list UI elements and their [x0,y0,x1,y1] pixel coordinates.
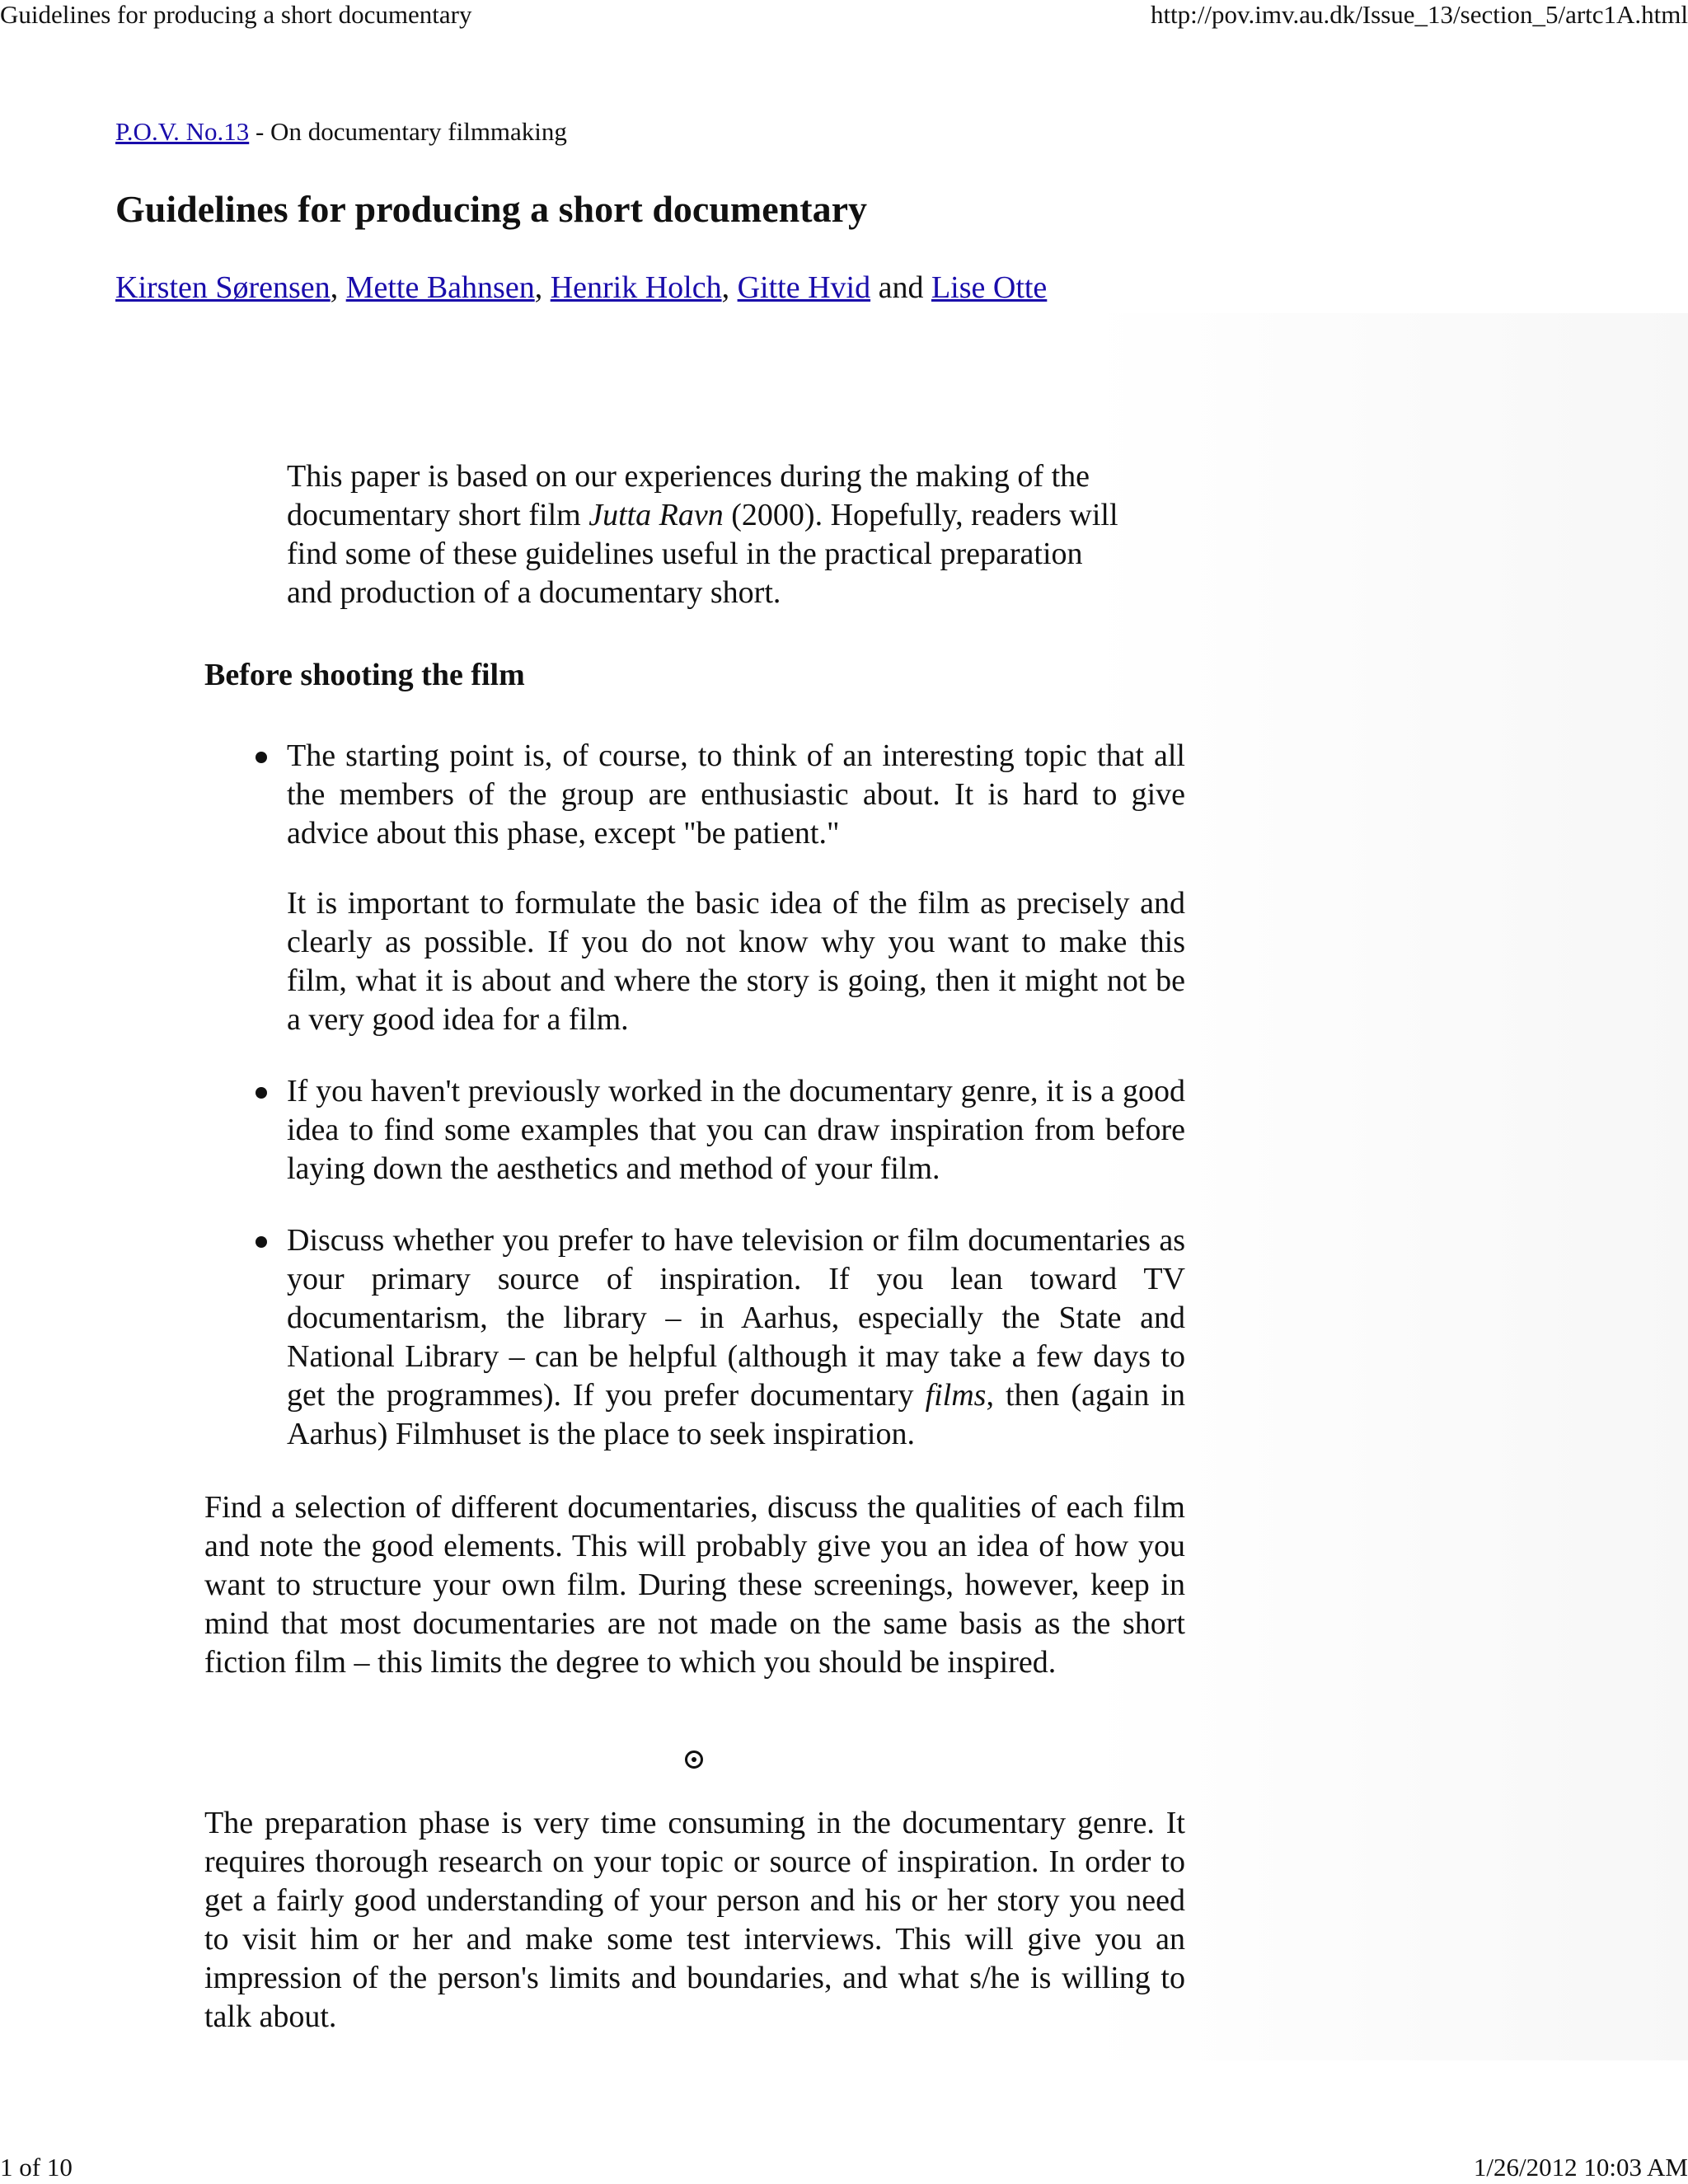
author-link[interactable]: Mette Bahnsen [345,270,535,305]
author-link[interactable]: Gitte Hvid [737,270,871,305]
breadcrumb-issue-link[interactable]: P.O.V. No.13 [115,117,250,146]
breadcrumb-section-text: - On documentary filmmaking [249,117,567,146]
list-item [204,737,1185,1039]
abstract-text: This paper is based on our experiences during the making of the documentary short film [287,459,1090,532]
author-separator: , [330,270,346,305]
body-paragraph: The preparation phase is very time consuming in the documentary genre. It requires thorough research on your topic or source of inspiration. In order to get a fairly good understanding of your person and his or her story you need to visit him or her and make some test interviews. This will give you an impression of the person's limits and boundaries, and what s/he is willing to talk about. [204,1806,1185,2034]
abstract [287,457,1128,612]
print-header-url: http://pov.imv.au.dk/Issue_13/section_5/artc1A.html [1150,0,1688,29]
print-footer-datetime: 1/26/2012 10:03 AM [1473,2153,1688,2182]
list-item [204,1221,1185,1454]
guidelines-list [204,737,1185,1487]
bullet-icon [256,1236,267,1248]
emphasis-text: films [925,1378,987,1413]
author-separator: , [721,270,738,305]
list-item-text: The starting point is, of course, to think of an interesting topic that all the members of the group are enthusiastic about. It is hard to give advice about this phase, except "be patient." [287,738,1185,851]
list-item-text-part: Discuss whether you prefer to have television or film documentaries as your primary source of inspiration. If you lean toward TV documentarism, the library – in Aarhus, especially the State and National Library – can be helpful (although it may take a few days to get the programmes). If you prefer documentary [287,1223,1185,1413]
film-title: Jutta Ravn [588,498,724,532]
author-link[interactable]: Henrik Holch [550,270,722,305]
bullet-icon [256,752,267,763]
list-item-text: If you haven't previously worked in the documentary genre, it is a good idea to find some examples that you can draw inspiration from before laying down the aesthetics and method of your film. [287,1074,1185,1186]
body-paragraph: Find a selection of different documentaries, discuss the qualities of each film and note the good elements. This will probably give you an idea of how you want to structure your own film. During these screenings, however, keep in mind that most documentaries are not made on the same basis as the short fiction film – this limits the degree to which you should be inspired. [204,1490,1185,1680]
section-heading: Before shooting the film [204,658,525,692]
page-title: Guidelines for producing a short documentary [115,188,867,230]
print-footer-page: 1 of 10 [0,2153,73,2182]
breadcrumb [115,116,567,148]
print-header-title: Guidelines for producing a short documentary [0,0,472,29]
bullet-icon [256,1087,267,1099]
author-separator: , [534,270,551,305]
list-item [204,1072,1185,1188]
author-link[interactable]: Lise Otte [931,270,1048,305]
section-separator-icon [685,1750,703,1769]
author-line [115,268,1047,307]
list-item-text [287,1221,1185,1454]
list-item-text-part: , then (again in Aarhus) Filmhuset is the place to seek inspiration. [287,1378,1185,1451]
author-conjunction: and [870,270,931,305]
abstract-text: (2000). Hopefully, readers will find some of these guidelines useful in the practical preparation and production of a documentary short. [287,498,1118,610]
author-link[interactable]: Kirsten Sørensen [115,270,331,305]
list-item-text: It is important to formulate the basic idea of the film as precisely and clearly as possible. If you do not know why you want to make this film, what it is about and where the story is going, then it might not be a very good idea for a film. [287,886,1185,1037]
